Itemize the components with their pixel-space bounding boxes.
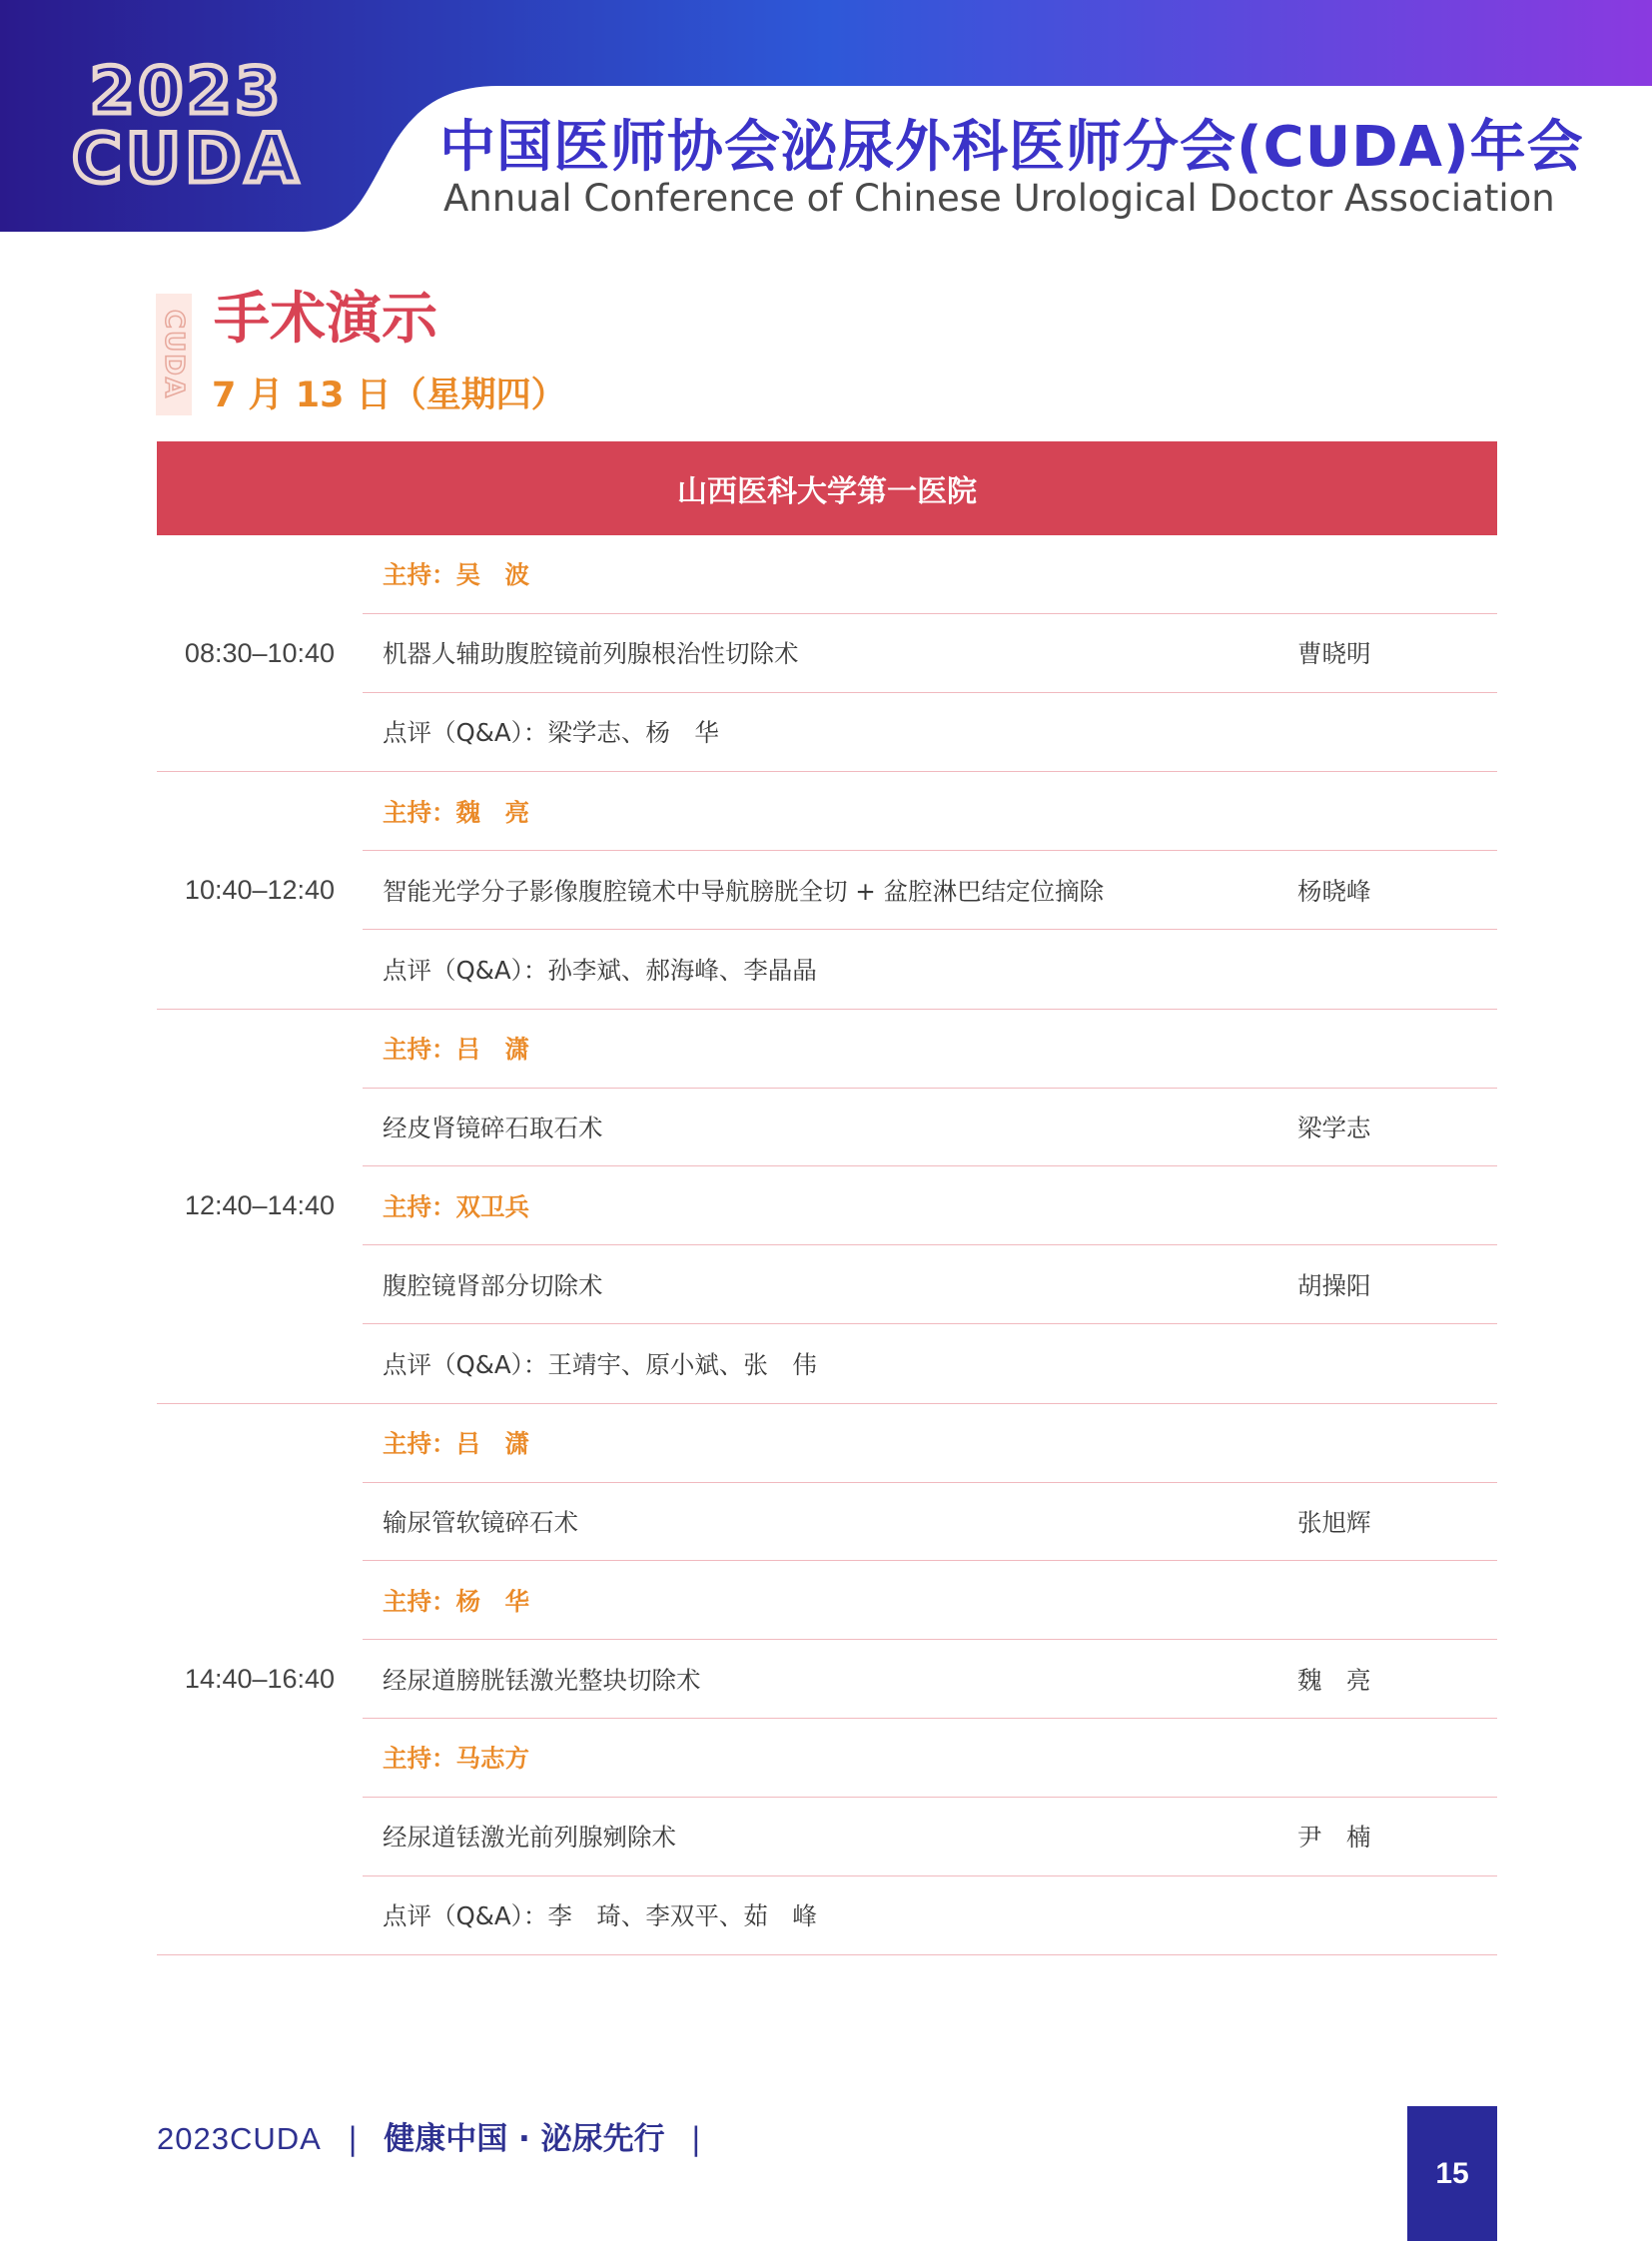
talk-topic: 腹腔镜肾部分切除术	[383, 1270, 603, 1300]
schedule-table	[157, 535, 1497, 1955]
review-label: 点评（Q&A）：梁学志、杨 华	[383, 718, 719, 748]
time-block	[157, 1404, 1497, 1956]
review-row	[363, 693, 1497, 772]
talk-row	[363, 614, 1497, 693]
review-label: 点评（Q&A）：李 琦、李双平、茹 峰	[383, 1901, 817, 1931]
logo-year: 2023	[89, 55, 285, 129]
conference-title-cn: 中国医师协会泌尿外科医师分会(CUDA)年会	[439, 115, 1584, 180]
time-block	[157, 772, 1497, 1009]
footer-separator: |	[690, 2121, 702, 2157]
time-slot: 10:40–12:40	[184, 875, 336, 906]
talk-topic: 经尿道膀胱铥激光整块切除术	[383, 1665, 701, 1695]
review-label: 点评（Q&A）：王靖宇、原小斌、张 伟	[383, 1349, 817, 1379]
speaker: 胡操阳	[1297, 1270, 1371, 1300]
talk-topic: 机器人辅助腹腔镜前列腺根治性切除术	[383, 639, 799, 669]
talk-row	[363, 1640, 1497, 1719]
speaker: 张旭辉	[1297, 1507, 1371, 1537]
conference-title-en: Annual Conference of Chinese Urological Doctor Association	[443, 177, 1555, 220]
footer-slogan: 健康中国 · 泌尿先行	[384, 2121, 665, 2157]
section-title: 手术演示	[214, 287, 437, 352]
host-row	[363, 535, 1497, 614]
time-block	[157, 535, 1497, 772]
header-banner	[0, 0, 1652, 232]
speaker: 梁学志	[1297, 1113, 1371, 1142]
speaker: 魏 亮	[1297, 1665, 1371, 1695]
time-slot: 14:40–16:40	[184, 1664, 336, 1695]
review-row	[363, 930, 1497, 1009]
logo-name: CUDA	[72, 120, 303, 199]
host-label: 主持：吕 潇	[383, 1429, 529, 1459]
section-date: 7 月 13 日（星期四）	[212, 375, 566, 415]
host-label: 主持：杨 华	[383, 1586, 529, 1616]
host-row	[363, 1561, 1497, 1640]
speaker: 曹晓明	[1297, 639, 1371, 669]
talk-topic: 经尿道铥激光前列腺剜除术	[383, 1823, 676, 1853]
hospital-header: 山西医科大学第一医院	[157, 441, 1497, 535]
talk-topic: 经皮肾镜碎石取石术	[383, 1113, 603, 1142]
host-label: 主持：吕 潇	[383, 1035, 529, 1065]
talk-topic: 智能光学分子影像腹腔镜术中导航膀胱全切 + 盆腔淋巴结定位摘除	[383, 876, 1105, 906]
footer	[157, 2123, 727, 2155]
time-slot: 12:40–14:40	[184, 1190, 336, 1221]
host-row	[363, 1404, 1497, 1483]
host-row	[363, 1166, 1497, 1245]
speaker: 尹 楠	[1297, 1823, 1371, 1853]
talk-topic: 输尿管软镜碎石术	[383, 1507, 578, 1537]
review-label: 点评（Q&A）：孙李斌、郝海峰、李晶晶	[383, 955, 817, 985]
talk-row	[363, 1245, 1497, 1324]
host-label: 主持：魏 亮	[383, 797, 529, 827]
talk-row	[363, 1798, 1497, 1876]
host-row	[363, 1010, 1497, 1089]
review-row	[363, 1324, 1497, 1403]
host-row	[363, 772, 1497, 851]
cuda-logo	[72, 55, 303, 199]
time-slot: 08:30–10:40	[184, 637, 336, 668]
review-row	[363, 1876, 1497, 1955]
talk-row	[363, 1483, 1497, 1562]
section-mark-text: CUDA	[159, 310, 189, 399]
time-block	[157, 1010, 1497, 1404]
footer-brand: 2023CUDA	[157, 2121, 322, 2156]
speaker: 杨晓峰	[1297, 876, 1371, 906]
talk-row	[363, 1089, 1497, 1167]
talk-row	[363, 851, 1497, 930]
host-row	[363, 1719, 1497, 1798]
host-label: 主持：马志方	[383, 1744, 529, 1774]
host-label: 主持：双卫兵	[383, 1191, 529, 1221]
host-label: 主持：吴 波	[383, 560, 529, 590]
section-mark	[156, 294, 192, 415]
page-number: 15	[1407, 2106, 1497, 2241]
footer-separator: |	[347, 2121, 359, 2157]
